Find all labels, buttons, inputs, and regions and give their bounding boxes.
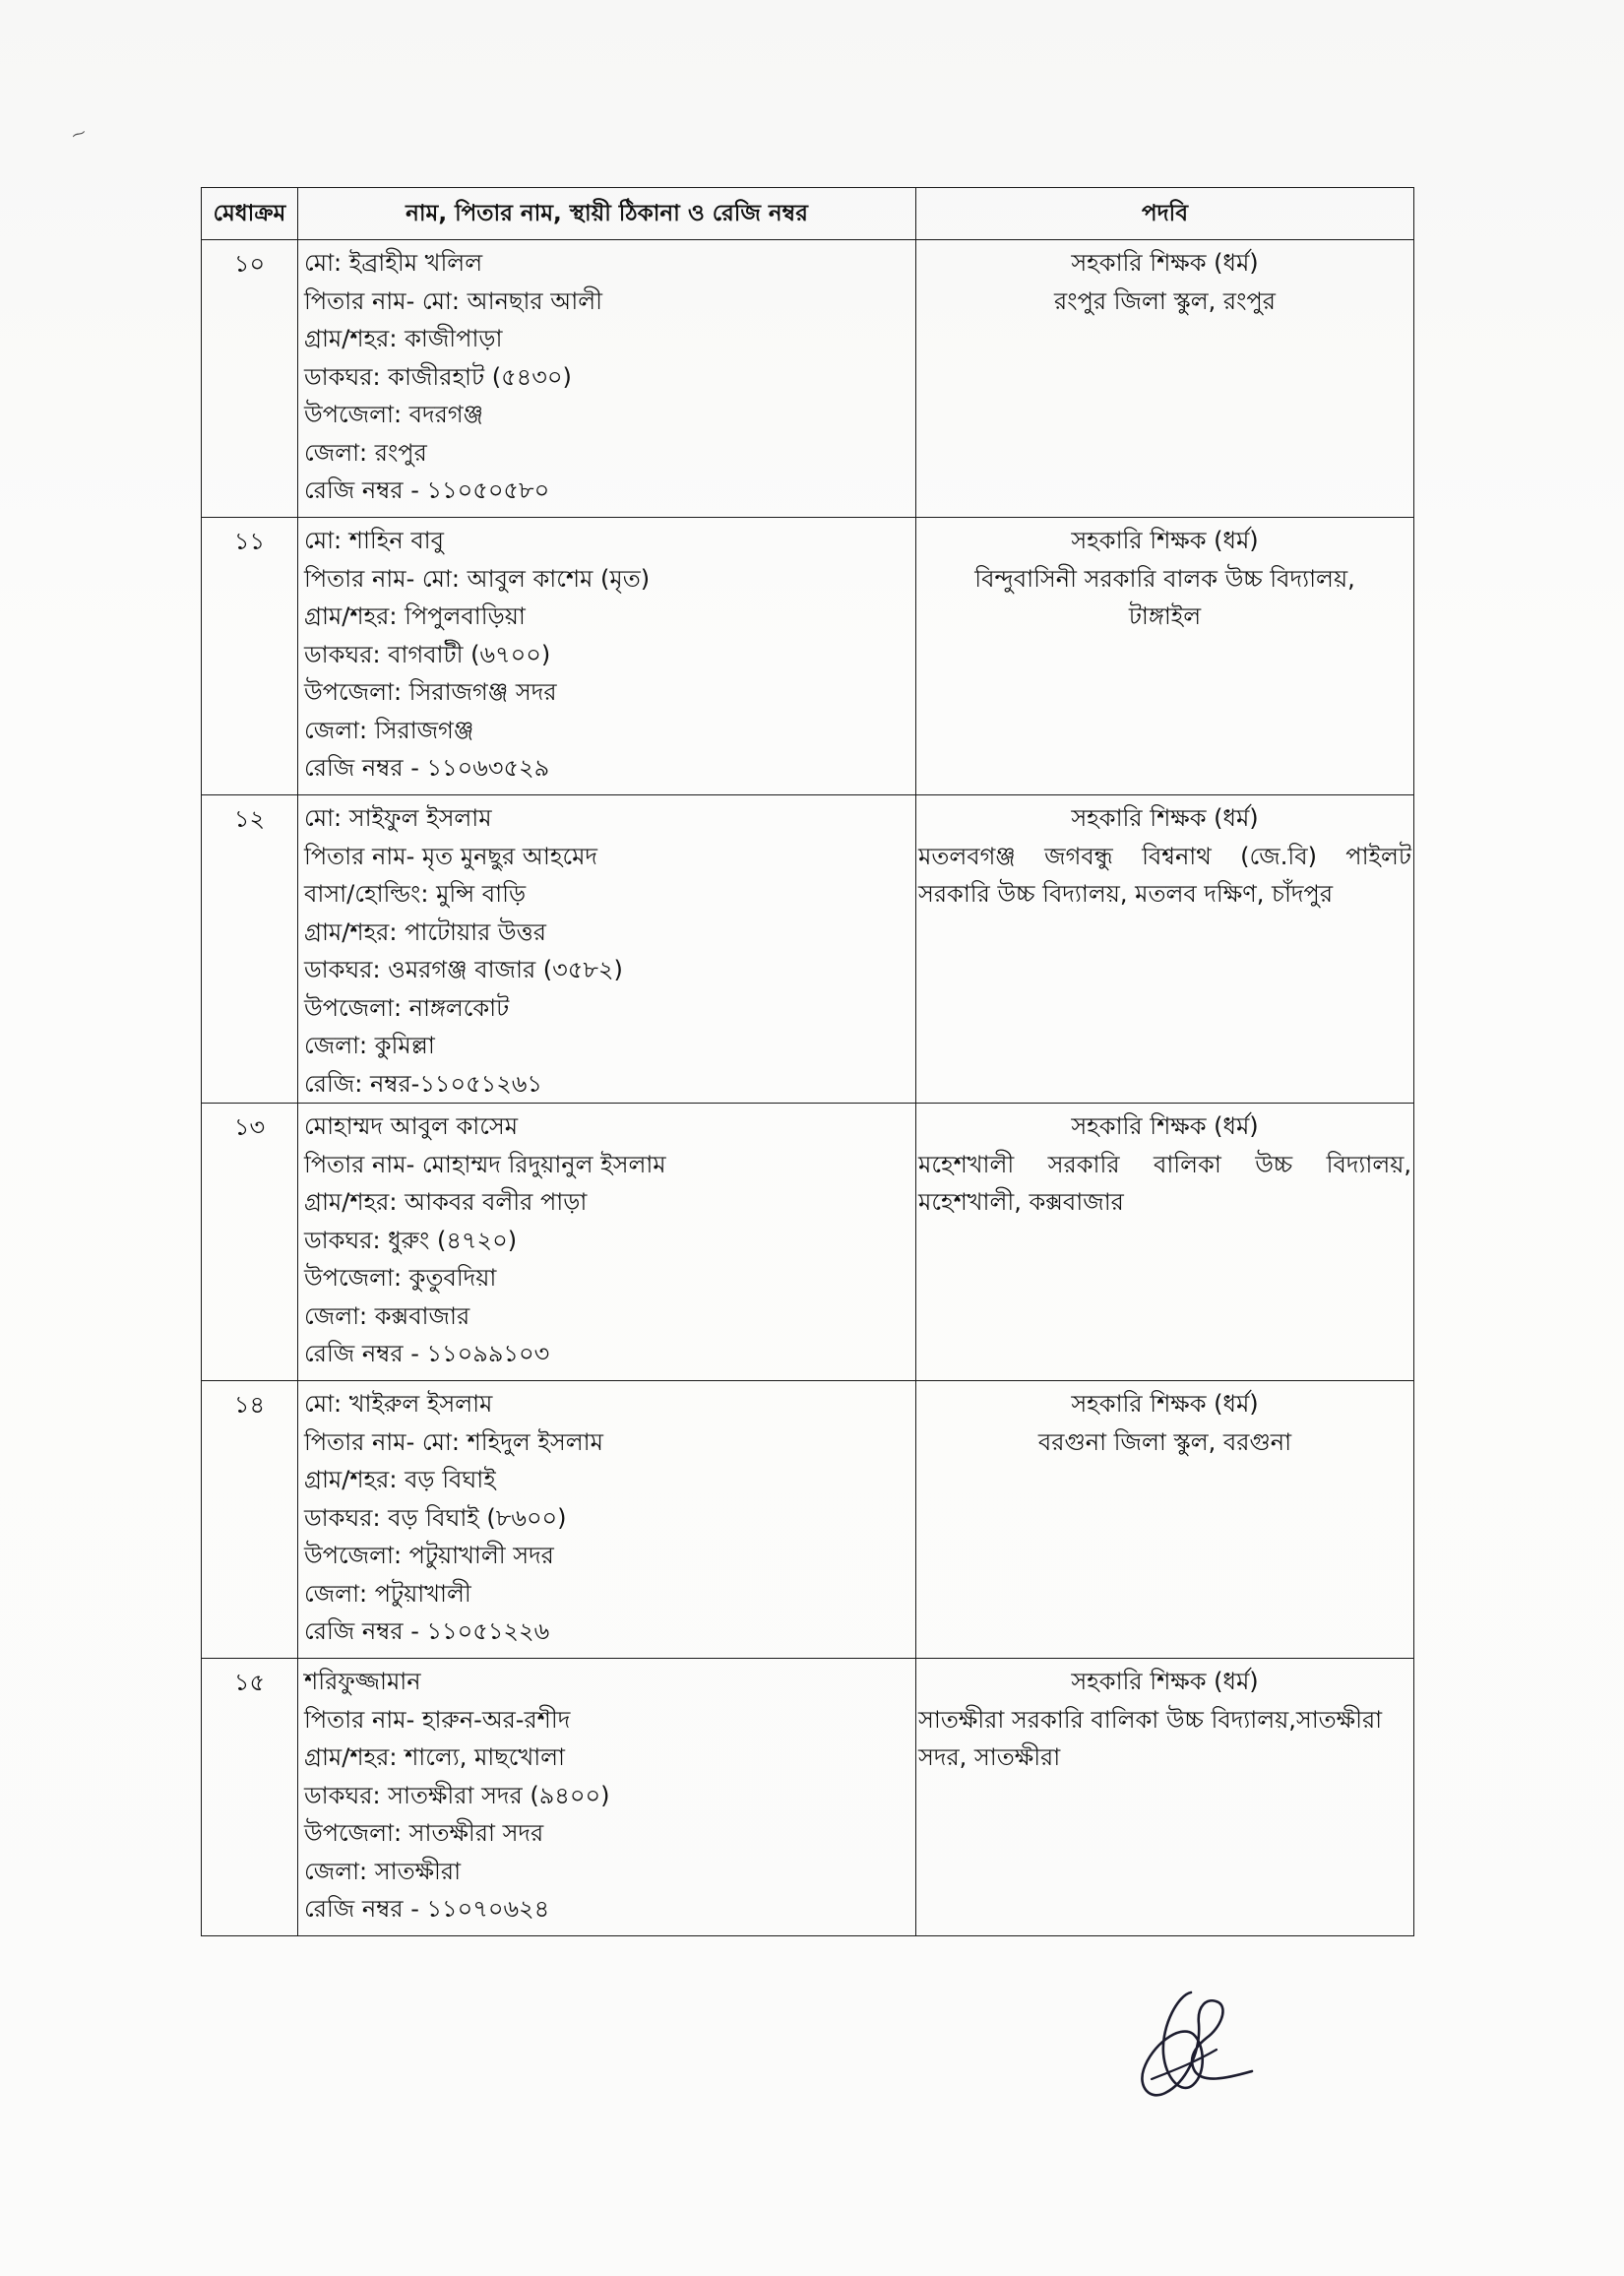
scan-speck: ⁓	[69, 124, 89, 145]
table-row	[202, 1659, 1414, 1936]
candidate-details	[298, 795, 916, 1104]
candidate-name: মোহাম্মদ আবুল কাসেম	[304, 1112, 519, 1140]
candidate-name: মো: সাইফুল ইসলাম	[304, 804, 492, 832]
signature	[1122, 1985, 1260, 2113]
post-assignment	[916, 240, 1414, 518]
header-details: নাম, পিতার নাম, স্থায়ী ঠিকানা ও রেজি নম্বর	[298, 188, 916, 240]
merit-serial: ১৫	[202, 1659, 298, 1936]
district: জেলা: কক্সবাজার	[304, 1301, 470, 1330]
father-name: পিতার নাম- হারুন-অর-রশীদ	[304, 1705, 571, 1734]
post-title: সহকারি শিক্ষক (ধর্ম)	[1071, 1112, 1259, 1140]
institution-location: সরকারি উচ্চ বিদ্যালয়, মতলব দক্ষিণ, চাঁদপুর	[918, 880, 1334, 908]
father-name: পিতার নাম- মৃত মুনছুর আহমেদ	[304, 842, 598, 870]
institution-location: সদর, সাতক্ষীরা	[918, 1743, 1061, 1771]
upazila: উপজেলা: নাঙ্গলকোট	[304, 993, 510, 1022]
candidate-name: মো: ইব্রাহীম খলিল	[304, 249, 483, 277]
father-name: পিতার নাম- মো: আনছার আলী	[304, 286, 602, 315]
holding: বাসা/হোল্ডিং: মুন্সি বাড়ি	[304, 880, 527, 908]
candidate-details	[298, 240, 916, 518]
institution-location: মহেশখালী, কক্সবাজার	[918, 1188, 1124, 1216]
registration-number: রেজি নম্বর - ১১০৯৯১০৩	[304, 1340, 550, 1367]
post-office: ডাকঘর: বড় বিঘাই (৮৬০০)	[304, 1503, 567, 1532]
post-title: সহকারি শিক্ষক (ধর্ম)	[1071, 1668, 1259, 1695]
table-row	[202, 795, 1414, 1104]
post-office: ডাকঘর: বাগবাটী (৬৭০০)	[304, 640, 551, 668]
institution: মতলবগঞ্জ জগবন্ধু বিশ্বনাথ (জে.বি) পাইলট	[918, 842, 1411, 870]
candidate-name: শরিফুজ্জামান	[304, 1668, 421, 1695]
registration-number: রেজি নম্বর - ১১০৬৩৫২৯	[304, 754, 550, 782]
district: জেলা: কুমিল্লা	[304, 1032, 435, 1059]
post-title: সহকারি শিক্ষক (ধর্ম)	[1071, 804, 1259, 832]
merit-list-table	[201, 187, 1414, 1936]
candidate-name: মো: খাইরুল ইসলাম	[304, 1390, 493, 1418]
table-row	[202, 1381, 1414, 1659]
upazila: উপজেলা: বদরগঞ্জ	[304, 401, 484, 428]
institution: বরগুনা জিলা স্কুল, বরগুনা	[1037, 1427, 1292, 1456]
district: জেলা: পটুয়াখালী	[304, 1579, 471, 1608]
merit-serial: ১০	[202, 240, 298, 518]
registration-number: রেজি নম্বর - ১১০৫০৫৮০	[304, 476, 550, 504]
table-header-row	[202, 188, 1414, 240]
upazila: উপজেলা: সিরাজগঞ্জ সদর	[304, 678, 557, 706]
post-title: সহকারি শিক্ষক (ধর্ম)	[1071, 527, 1259, 554]
merit-serial: ১২	[202, 795, 298, 1104]
village: গ্রাম/শহর: আকবর বলীর পাড়া	[304, 1188, 588, 1216]
village: গ্রাম/শহর: পিপুলবাড়িয়া	[304, 602, 526, 630]
table-row	[202, 1104, 1414, 1381]
candidate-name: মো: শাহিন বাবু	[304, 527, 445, 554]
upazila: উপজেলা: পটুয়াখালী সদর	[304, 1542, 554, 1569]
upazila: উপজেলা: কুতুবদিয়া	[304, 1264, 497, 1292]
post-title: সহকারি শিক্ষক (ধর্ম)	[1071, 249, 1259, 277]
institution-location: টাঙ্গাইল	[1128, 602, 1202, 630]
post-assignment	[916, 795, 1414, 1104]
village: গ্রাম/শহর: শাল্যে, মাছখোলা	[304, 1743, 566, 1771]
father-name: পিতার নাম- মোহাম্মদ রিদুয়ানুল ইসলাম	[304, 1150, 666, 1178]
district: জেলা: সাতক্ষীরা	[304, 1857, 462, 1885]
registration-number: রেজি নম্বর - ১১০৫১২২৬	[304, 1617, 550, 1645]
post-assignment	[916, 1104, 1414, 1381]
institution: সাতক্ষীরা সরকারি বালিকা উচ্চ বিদ্যালয়,সাতক্ষীরা	[918, 1705, 1383, 1734]
header-serial: মেধাক্রম	[202, 188, 298, 240]
village: গ্রাম/শহর: বড় বিঘাই	[304, 1466, 496, 1493]
post-assignment	[916, 518, 1414, 795]
candidate-details	[298, 1104, 916, 1381]
table-row	[202, 240, 1414, 518]
registration-number: রেজি নম্বর - ১১০৭০৬২৪	[304, 1895, 550, 1923]
header-post: পদবি	[916, 188, 1414, 240]
post-assignment	[916, 1381, 1414, 1659]
district: জেলা: সিরাজগঞ্জ	[304, 716, 474, 744]
post-title: সহকারি শিক্ষক (ধর্ম)	[1071, 1390, 1259, 1418]
registration-number: রেজি: নম্বর-১১০৫১২৬১	[304, 1069, 542, 1098]
father-name: পিতার নাম- মো: আবুল কাশেম (মৃত)	[304, 564, 651, 593]
candidate-details	[298, 518, 916, 795]
father-name: পিতার নাম- মো: শহিদুল ইসলাম	[304, 1427, 603, 1456]
merit-serial: ১৪	[202, 1381, 298, 1659]
institution: রংপুর জিলা স্কুল, রংপুর	[1054, 286, 1276, 315]
institution: বিন্দুবাসিনী সরকারি বালক উচ্চ বিদ্যালয়,	[974, 564, 1355, 593]
district: জেলা: রংপুর	[304, 438, 427, 467]
village: গ্রাম/শহর: কাজীপাড়া	[304, 325, 503, 352]
candidate-details	[298, 1381, 916, 1659]
post-office: ডাকঘর: ওমরগঞ্জ বাজার (৩৫৮২)	[304, 956, 623, 983]
village: গ্রাম/শহর: পাটোয়ার উত্তর	[304, 917, 546, 946]
upazila: উপজেলা: সাতক্ষীরা সদর	[304, 1819, 544, 1847]
candidate-details	[298, 1659, 916, 1936]
merit-serial: ১৩	[202, 1104, 298, 1381]
post-office: ডাকঘর: সাতক্ষীরা সদর (৯৪০০)	[304, 1781, 610, 1809]
institution: মহেশখালী সরকারি বালিকা উচ্চ বিদ্যালয়,	[918, 1150, 1411, 1178]
post-office: ডাকঘর: ধুরুং (৪৭২০)	[304, 1226, 518, 1254]
table-row	[202, 518, 1414, 795]
post-assignment	[916, 1659, 1414, 1936]
merit-serial: ১১	[202, 518, 298, 795]
post-office: ডাকঘর: কাজীরহাট (৫৪৩০)	[304, 362, 572, 391]
